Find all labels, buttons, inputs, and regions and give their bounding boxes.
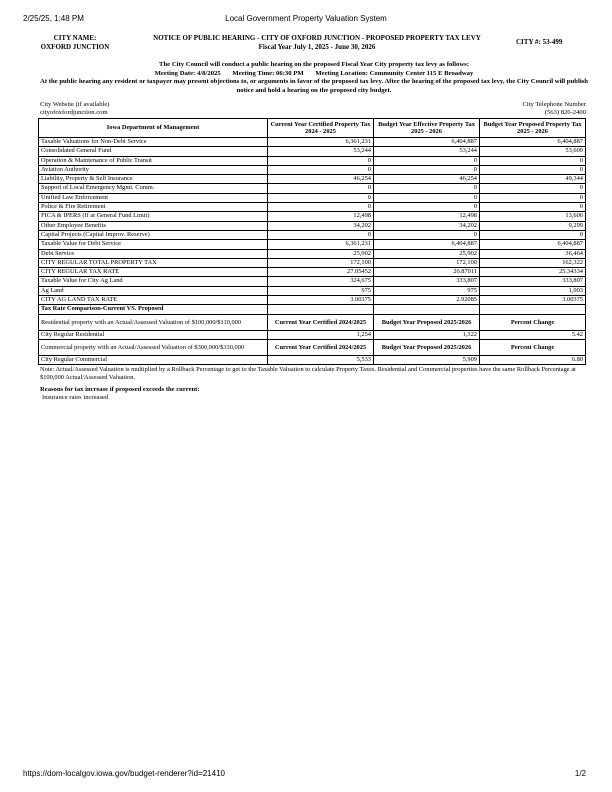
table-row — [39, 330, 586, 339]
row-label: Other Employee Benefits — [39, 221, 268, 230]
budget-proposed-value: 53,609 — [480, 147, 586, 156]
budget-effective-value: 0 — [374, 193, 480, 202]
current-certified-value: 0 — [268, 193, 374, 202]
current-certified-value: 46,254 — [268, 175, 374, 184]
commercial-h-current: Current Year Certified 2024/2025 — [268, 339, 374, 355]
budget-proposed-value: 13,606 — [480, 212, 586, 221]
budget-proposed-value: 25.34334 — [480, 268, 586, 277]
header-budget-effective: Budget Year Effective Property Tax 2025 - 2026 — [374, 119, 480, 138]
footer-url[interactable]: https://dom-localgov.iowa.gov/budget-renderer?id=21410 — [23, 769, 225, 778]
budget-effective-value: 2.92085 — [374, 296, 480, 305]
budget-effective-value: 25,902 — [374, 249, 480, 258]
table-row — [39, 230, 586, 239]
budget-proposed-value: 9,299 — [480, 221, 586, 230]
budget-effective-value: 6,404,887 — [374, 138, 480, 147]
current-certified-value: 6,361,231 — [268, 240, 374, 249]
commercial-h-proposed: Budget Year Proposed 2025/2026 — [374, 339, 480, 355]
row-label: Debt Service — [39, 249, 268, 258]
meeting-time: Meeting Time: 06:30 PM — [232, 69, 304, 77]
meeting-details — [40, 70, 588, 79]
header-department: Iowa Department of Management — [39, 119, 268, 138]
budget-proposed-value: 3.00375 — [480, 296, 586, 305]
budget-proposed-value: 0 — [480, 184, 586, 193]
budget-proposed-value: 0 — [480, 230, 586, 239]
row-label: CITY REGULAR TOTAL PROPERTY TAX — [39, 258, 268, 267]
notice-line-2: Fiscal Year July 1, 2025 - June 30, 2026 — [258, 43, 376, 51]
current-certified-value: 975 — [268, 286, 374, 295]
table-row — [39, 165, 586, 174]
table-row — [39, 286, 586, 295]
current-certified-value: 0 — [268, 203, 374, 212]
current-certified-value: 25,902 — [268, 249, 374, 258]
current-certified-value: 0 — [268, 165, 374, 174]
table-row — [39, 221, 586, 230]
table-row — [39, 138, 586, 147]
budget-effective-value: 34,202 — [374, 221, 480, 230]
table-row — [39, 212, 586, 221]
table-row — [39, 203, 586, 212]
commercial-current: 5,533 — [268, 355, 374, 364]
row-label: Unified Law Enforcement — [39, 193, 268, 202]
budget-proposed-value: 162,322 — [480, 258, 586, 267]
budget-effective-value: 53,244 — [374, 147, 480, 156]
budget-proposed-value: 36,464 — [480, 249, 586, 258]
current-certified-value: 6,361,231 — [268, 138, 374, 147]
budget-proposed-value: 1,003 — [480, 286, 586, 295]
current-certified-value: 3.00375 — [268, 296, 374, 305]
budget-effective-value: 0 — [374, 230, 480, 239]
row-label: Taxable Valuations for Non-Debt Service — [39, 138, 268, 147]
meeting-location: Meeting Location: Community Center 115 E Broadway — [315, 69, 474, 77]
current-certified-value: 0 — [268, 184, 374, 193]
commercial-label: Commercial property with an Actual/Assessed Valuation of $300,000/$330,000 — [39, 339, 268, 355]
intro-line-1: The City Council will conduct a public hearing on the proposed Fiscal Year City property tax levy as follows: — [159, 61, 469, 68]
budget-effective-value: 0 — [374, 203, 480, 212]
row-label: Liability, Property & Self Insurance — [39, 175, 268, 184]
comparison-header: Tax Rate Comparison-Current VS. Proposed — [39, 305, 268, 314]
budget-effective-value: 26.87011 — [374, 268, 480, 277]
city-name-block — [40, 34, 110, 52]
row-label: CITY AG LAND TAX RATE — [39, 296, 268, 305]
budget-proposed-value: 0 — [480, 156, 586, 165]
city-name: OXFORD JUNCTION — [40, 43, 110, 51]
meeting-date: Meeting Date: 4/8/2025 — [154, 69, 221, 77]
current-certified-value: 34,202 — [268, 221, 374, 230]
notice-title — [130, 34, 504, 52]
row-label: Support of Local Emergency Mgmt. Comm. — [39, 184, 268, 193]
comparison-header-row — [39, 305, 586, 314]
row-label: CITY REGULAR TAX RATE — [39, 268, 268, 277]
website-value: cityofoxfordjunction.com — [40, 109, 108, 116]
footer-page-number: 1/2 — [574, 769, 586, 778]
budget-proposed-value: 333,807 — [480, 277, 586, 286]
row-label: Aviation Authority — [39, 165, 268, 174]
residential-h-current: Current Year Certified 2024/2025 — [268, 314, 374, 330]
browser-header-datetime: 2/25/25, 1:48 PM — [23, 14, 84, 23]
budget-effective-value: 975 — [374, 286, 480, 295]
residential-row-label: City Regular Residential — [39, 330, 268, 339]
budget-effective-value: 46,254 — [374, 175, 480, 184]
residential-proposed: 1,322 — [374, 330, 480, 339]
table-row — [39, 184, 586, 193]
reasons-heading: Reasons for tax increase if proposed exceeds the current: — [40, 386, 200, 393]
residential-h-proposed: Budget Year Proposed 2025/2026 — [374, 314, 480, 330]
table-row — [39, 147, 586, 156]
budget-effective-value: 6,404,887 — [374, 240, 480, 249]
budget-proposed-value: 49,344 — [480, 175, 586, 184]
website-block — [40, 101, 109, 117]
browser-header-title: Local Government Property Valuation System — [225, 14, 387, 23]
header-budget-proposed: Budget Year Proposed Property Tax 2025 - 2026 — [480, 119, 586, 138]
intro-line-3: At the public hearing any resident or taxpayer may present objections to, or arguments in favor of the proposed tax levy. After the hearing of the proposed tax levy, the City Council will publish notice and hold a hearing on the proposed city budget. — [40, 78, 589, 94]
residential-percent: 5.42 — [480, 330, 586, 339]
commercial-h-percent: Percent Change — [480, 339, 586, 355]
current-certified-value: 172,100 — [268, 258, 374, 267]
budget-effective-value: 333,807 — [374, 277, 480, 286]
row-label: Capital Projects (Capital Improv. Reserve) — [39, 230, 268, 239]
table-row — [39, 240, 586, 249]
current-certified-value: 0 — [268, 156, 374, 165]
row-label: FICA & IPERS (If at General Fund Limit) — [39, 212, 268, 221]
commercial-row-label: City Regular Commercial — [39, 355, 268, 364]
commercial-proposed: 5,909 — [374, 355, 480, 364]
table-row — [39, 258, 586, 267]
current-certified-value: 0 — [268, 230, 374, 239]
budget-effective-value: 12,498 — [374, 212, 480, 221]
hearing-intro — [40, 61, 588, 95]
budget-proposed-value: 0 — [480, 165, 586, 174]
table-row — [39, 249, 586, 258]
commercial-percent: 6.80 — [480, 355, 586, 364]
current-certified-value: 12,498 — [268, 212, 374, 221]
table-row — [39, 175, 586, 184]
budget-proposed-value: 6,404,887 — [480, 138, 586, 147]
commercial-header-row — [39, 339, 586, 355]
current-certified-value: 53,244 — [268, 147, 374, 156]
table-row — [39, 296, 586, 305]
table-row — [39, 355, 586, 364]
table-row — [39, 156, 586, 165]
residential-h-percent: Percent Change — [480, 314, 586, 330]
header-current-certified: Current Year Certified Property Tax 2024 - 2025 — [268, 119, 374, 138]
residential-current: 1,254 — [268, 330, 374, 339]
budget-proposed-value: 6,404,887 — [480, 240, 586, 249]
budget-proposed-value: 0 — [480, 203, 586, 212]
reasons-text: Insurance rates increased — [42, 394, 109, 401]
budget-effective-value: 0 — [374, 184, 480, 193]
phone-block — [522, 101, 586, 117]
residential-header-row — [39, 314, 586, 330]
website-label: City Website (if available) — [40, 101, 110, 108]
residential-label: Residential property with an Actual/Assessed Valuation of $100,000/$110,000 — [39, 314, 268, 330]
table-row — [39, 268, 586, 277]
property-tax-table — [38, 118, 586, 365]
row-label: Ag Land — [39, 286, 268, 295]
budget-effective-value: 0 — [374, 156, 480, 165]
city-number: CITY #: 53-499 — [516, 38, 563, 46]
rollback-note: Note: Actual/Assessed Valuation is multiplied by a Rollback Percentage to get to the Taxable Valuation to calculate Property Taxes. Residential and Commercial properties have the same Rollback Percentage at $100,000 Actual/Assessed Valuation. — [40, 366, 576, 381]
row-label: Operation & Maintenance of Public Transit — [39, 156, 268, 165]
budget-proposed-value: 0 — [480, 193, 586, 202]
phone-value: (563) 826-2400 — [544, 109, 586, 116]
notice-line-1: NOTICE OF PUBLIC HEARING - CITY OF OXFORD JUNCTION - PROPOSED PROPERTY TAX LEVY — [153, 34, 481, 42]
levy-rows — [39, 138, 586, 305]
row-label: Taxable Value for Debt Service — [39, 240, 268, 249]
city-name-label: CITY NAME: — [53, 34, 97, 42]
current-certified-value: 27.05452 — [268, 268, 374, 277]
budget-effective-value: 0 — [374, 165, 480, 174]
table-row — [39, 193, 586, 202]
row-label: Police & Fire Retirement — [39, 203, 268, 212]
row-label: Taxable Value for City Ag Land — [39, 277, 268, 286]
row-label: Consolidated General Fund — [39, 147, 268, 156]
budget-effective-value: 172,100 — [374, 258, 480, 267]
table-header-row — [39, 119, 586, 138]
table-row — [39, 277, 586, 286]
current-certified-value: 324,675 — [268, 277, 374, 286]
phone-label: City Telephone Number — [522, 101, 586, 108]
